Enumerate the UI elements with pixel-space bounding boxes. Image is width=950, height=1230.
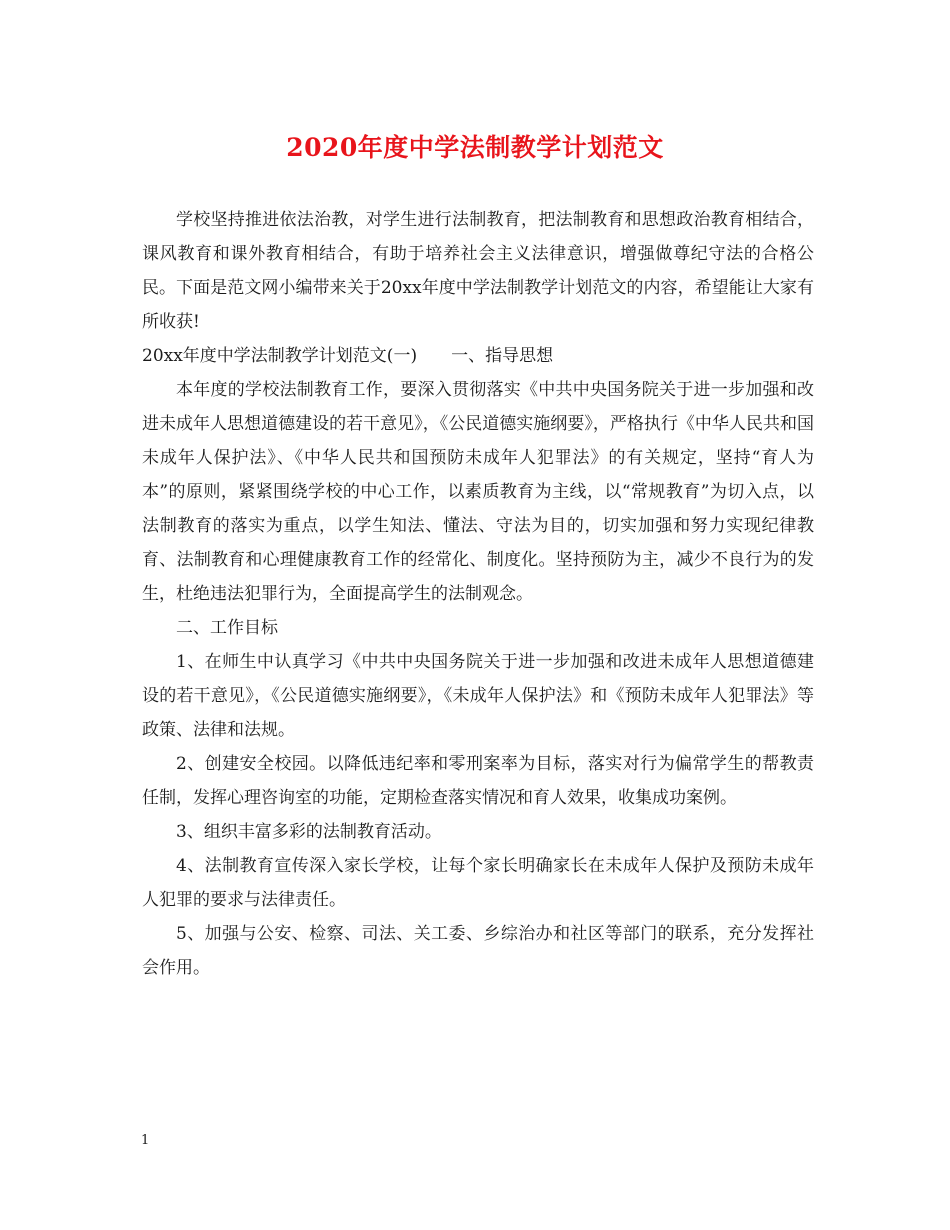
page-number: 1 [141, 1133, 150, 1148]
work-goals-heading: 二、工作目标 [176, 618, 278, 638]
document-body [142, 203, 814, 985]
guiding-thought-paragraph: 本年度的学校法制教育工作，要深入贯彻落实《中共中央国务院关于进一步加强和改进未成年人思想道德建设的若干意见》，《公民道德实施纲要》，严格执行《中华人民共和国未成年人保护法》、《中华人民共和国预防未成年人犯罪法》的有关规定，坚持“育人为本”的原则，紧紧围绕学校的中心工作，以素质教育为主线，以“常规教育”为切入点，以法制教育的落实为重点，以学生知法、懂法、守法为目的，切实加强和努力实现纪律教育、法制教育和心理健康教育工作的经常化、制度化。坚持预防为主，减少不良行为的发生，杜绝违法犯罪行为，全面提高学生的法制观念。 [142, 380, 814, 604]
goal-item-3: 3、组织丰富多彩的法制教育活动。 [176, 822, 442, 842]
section-heading-line: 20xx年度中学法制教学计划范文(一) 一、指导思想 [142, 346, 554, 366]
document-title: 2020年度中学法制教学计划范文 [286, 133, 664, 162]
goal-item-4: 4、法制教育宣传深入家长学校，让每个家长明确家长在未成年人保护及预防未成年人犯罪的要求与法律责任。 [142, 856, 814, 910]
goal-item-5: 5、加强与公安、检察、司法、关工委、乡综治办和社区等部门的联系，充分发挥社会作用。 [142, 924, 814, 978]
goal-item-2: 2、创建安全校园。以降低违纪率和零刑案率为目标，落实对行为偏常学生的帮教责任制，发挥心理咨询室的功能，定期检查落实情况和育人效果，收集成功案例。 [142, 754, 814, 808]
goal-item-1: 1、在师生中认真学习《中共中央国务院关于进一步加强和改进未成年人思想道德建设的若干意见》，《公民道德实施纲要》，《未成年人保护法》和《预防未成年人犯罪法》等政策、法律和法规。 [142, 652, 814, 740]
intro-paragraph: 学校坚持推进依法治教，对学生进行法制教育，把法制教育和思想政治教育相结合，课风教育和课外教育相结合，有助于培养社会主义法律意识，增强做尊纪守法的合格公民。下面是范文网小编带来关于20xx年度中学法制教学计划范文的内容，希望能让大家有所收获! [142, 210, 814, 332]
